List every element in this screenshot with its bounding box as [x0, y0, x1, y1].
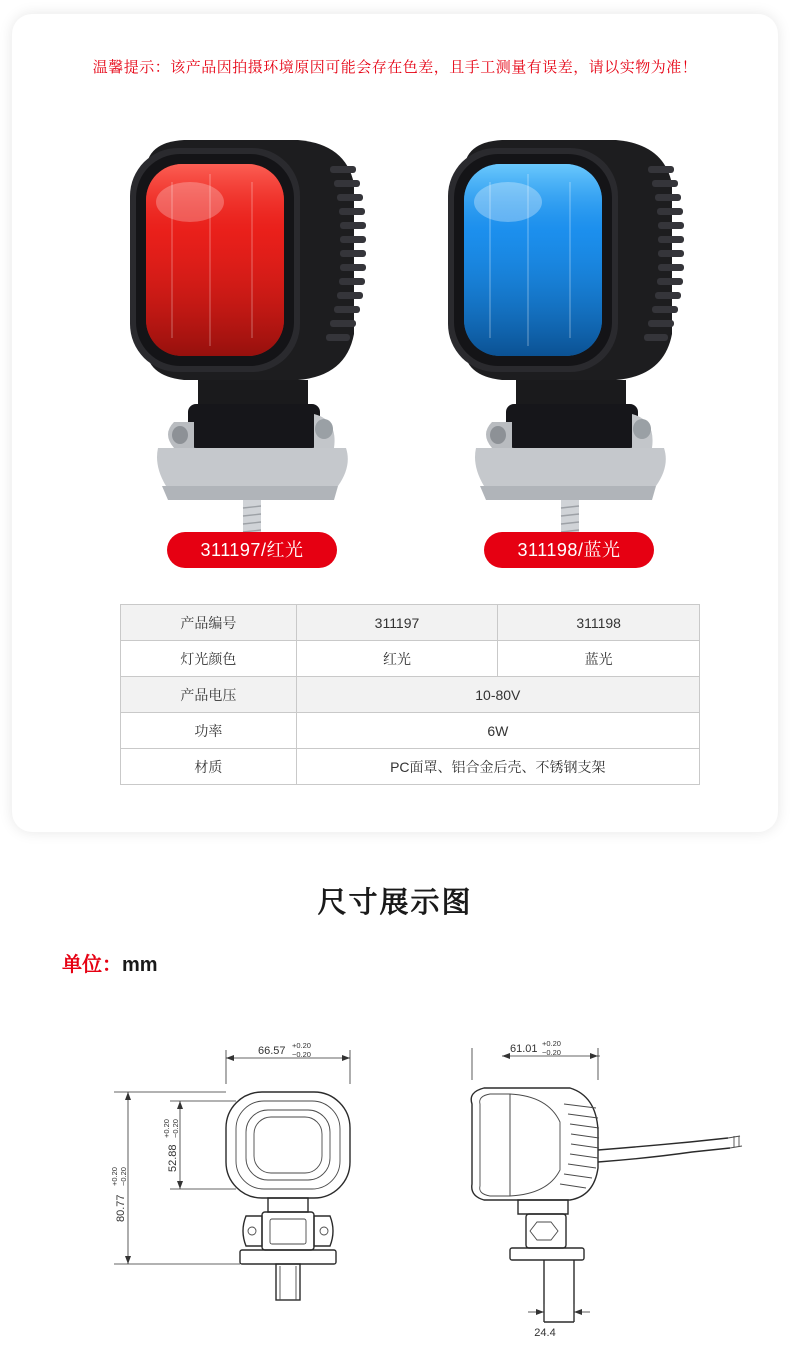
product-image-blue	[420, 122, 720, 542]
spec-value: 10-80V	[296, 677, 699, 713]
side-depth-value: 61.01	[510, 1043, 538, 1055]
front-outer-height-tol-upper: +0.20	[110, 1167, 119, 1186]
dimension-drawings	[40, 1000, 760, 1340]
front-view-drawing	[110, 1041, 350, 1300]
table-row	[121, 749, 700, 785]
side-depth-tol-upper: +0.20	[542, 1039, 561, 1048]
table-row	[121, 677, 700, 713]
spec-label: 材质	[121, 749, 297, 785]
spec-value: 311197	[296, 605, 498, 641]
spec-label: 功率	[121, 713, 297, 749]
front-inner-height-value: 52.88	[167, 1144, 179, 1172]
spec-label: 灯光颜色	[121, 641, 297, 677]
lamp-illustration-red	[102, 122, 402, 542]
side-view-drawing	[471, 1039, 742, 1339]
product-label-red: 311197/红光	[167, 532, 337, 568]
spec-value: 6W	[296, 713, 699, 749]
unit-prefix: 单位：	[62, 954, 122, 976]
table-row	[121, 605, 700, 641]
table-row	[121, 713, 700, 749]
product-overview-card	[12, 14, 778, 832]
unit-value: mm	[122, 954, 158, 976]
side-base-width-value: 24.4	[534, 1327, 556, 1339]
dimension-drawing-svg	[40, 1000, 760, 1340]
table-row	[121, 641, 700, 677]
side-depth-tol-lower: −0.20	[542, 1048, 561, 1057]
front-width-tol-upper: +0.20	[292, 1041, 311, 1050]
product-label-blue: 311198/蓝光	[484, 532, 654, 568]
spec-value: 311198	[498, 605, 700, 641]
product-image-red	[102, 122, 402, 542]
spec-value: PC面罩、铝合金后壳、不锈钢支架	[296, 749, 699, 785]
specification-table	[120, 604, 700, 785]
color-difference-notice: 温馨提示：该产品因拍摄环境原因可能会存在色差，且手工测量有误差，请以实物为准！	[92, 59, 698, 76]
spec-label: 产品编号	[121, 605, 297, 641]
lamp-illustration-blue	[420, 122, 720, 542]
spec-label: 产品电压	[121, 677, 297, 713]
front-outer-height-tol-lower: −0.20	[119, 1167, 128, 1186]
front-inner-height-tol-upper: +0.20	[162, 1119, 171, 1138]
front-width-tol-lower: −0.20	[292, 1050, 311, 1059]
spec-value: 红光	[296, 641, 498, 677]
front-outer-height-value: 80.77	[115, 1194, 127, 1222]
spec-value: 蓝光	[498, 641, 700, 677]
front-inner-height-tol-lower: −0.20	[171, 1119, 180, 1138]
front-width-value: 66.57	[258, 1045, 286, 1057]
unit-label	[62, 948, 158, 977]
page-title: 尺寸展示图	[317, 887, 473, 919]
